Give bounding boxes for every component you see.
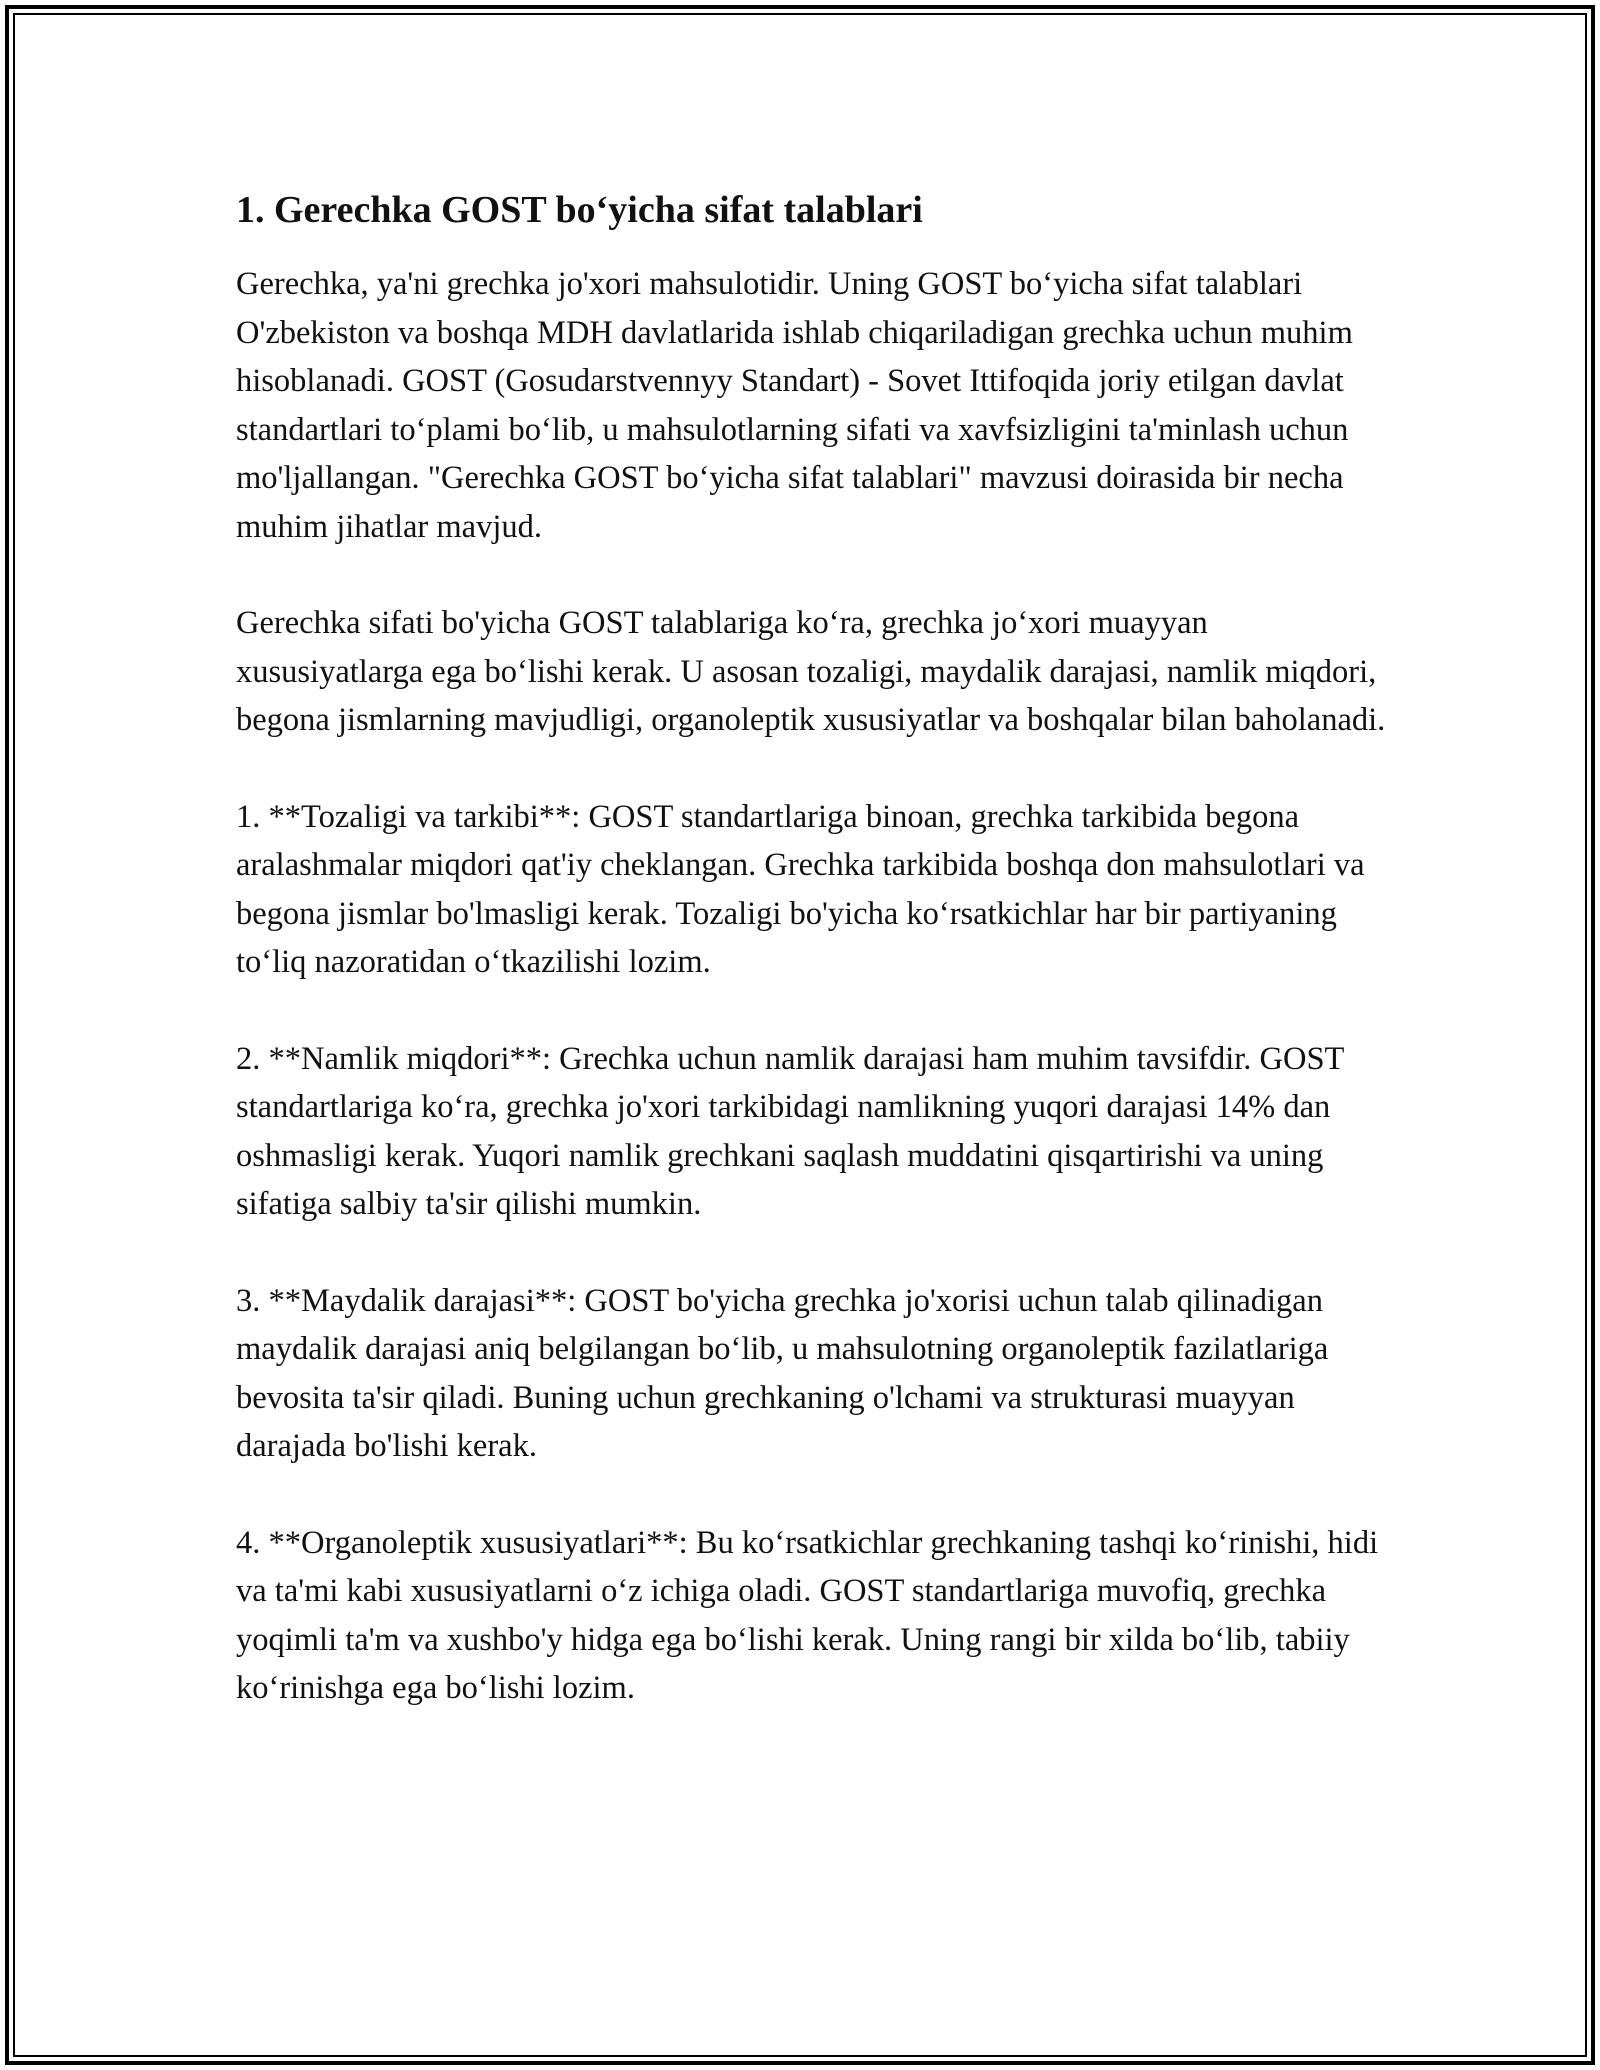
document-body bbox=[236, 186, 1386, 1761]
criteria-paragraph: Gerechka sifati bo'yicha GOST talablariga ko‘ra, grechka jo‘xori muayyan xususiyatlarga ega bo‘lishi kerak. U asosan tozaligi, maydalik darajasi, namlik miqdori, begona jismlarning mavjudligi, organoleptik xususiyatlar va boshqalar bilan baholanadi. bbox=[236, 605, 1386, 738]
purity-paragraph: 1. **Tozaligi va tarkibi**: GOST standartlariga binoan, grechka tarkibida begona aralashmalar miqdori qat'iy cheklangan. Grechka tarkibida boshqa don mahsulotlari va begona jismlar bo'lmasligi kerak. Tozaligi bo'yicha ko‘rsatkichlar har bir partiyaning to‘liq nazoratidan o‘tkazilishi lozim. bbox=[236, 798, 1365, 980]
document-title: 1. Gerechka GOST bo‘yicha sifat talablari bbox=[236, 189, 923, 231]
intro-paragraph: Gerechka, ya'ni grechka jo'xori mahsulotidir. Uning GOST bo‘yicha sifat talablari O'zbekiston va boshqa MDH davlatlarida ishlab chiqariladigan grechka uchun muhim hisoblanadi. GOST (Gosudarstvennyy Standart) - Sovet Ittifoqida joriy etilgan davlat standartlari to‘plami bo‘lib, u mahsulotlarning sifati va xavfsizligini ta'minlash uchun mo'ljallangan. "Gerechka GOST bo‘yicha sifat talablari" mavzusi doirasida bir necha muhim jihatlar mavjud. bbox=[236, 266, 1353, 545]
organoleptic-paragraph: 4. **Organoleptik xususiyatlari**: Bu ko‘rsatkichlar grechkaning tashqi ko‘rinishi, hidi va ta'mi kabi xususiyatlarni o‘z ichiga oladi. GOST standartlariga muvofiq, grechka yoqimli ta'm va xushbo'y hidga ega bo‘lishi kerak. Uning rangi bir xilda bo‘lib, tabiiy ko‘rinishga ega bo‘lishi lozim. bbox=[236, 1524, 1379, 1706]
moisture-paragraph: 2. **Namlik miqdori**: Grechka uchun namlik darajasi ham muhim tavsifdir. GOST standartlariga ko‘ra, grechka jo'xori tarkibidagi namlikning yuqori darajasi 14% dan oshmasligi kerak. Yuqori namlik grechkani saqlash muddatini qisqartirishi va uning sifatiga salbiy ta'sir qilishi mumkin. bbox=[236, 1040, 1344, 1222]
grain-size-paragraph: 3. **Maydalik darajasi**: GOST bo'yicha grechka jo'xorisi uchun talab qilinadigan maydalik darajasi aniq belgilangan bo‘lib, u mahsulotning organoleptik fazilatlariga bevosita ta'sir qiladi. Buning uchun grechkaning o'lchami va strukturasi muayyan darajada bo'lishi kerak. bbox=[236, 1282, 1329, 1464]
